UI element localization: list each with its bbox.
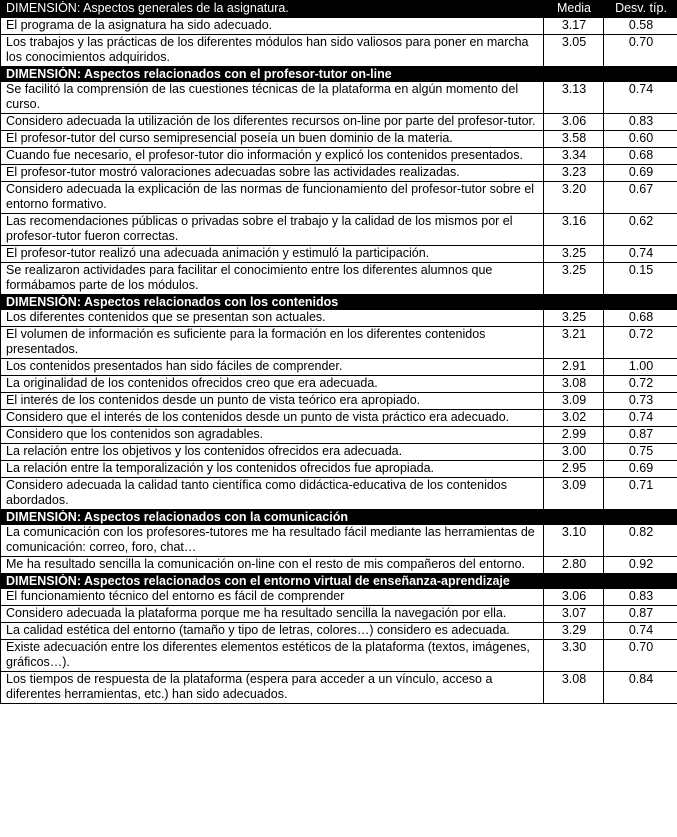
desv-value: 0.87 bbox=[604, 427, 677, 444]
media-value: 3.25 bbox=[544, 263, 604, 295]
table-row bbox=[1, 182, 677, 214]
item-statement: Los diferentes contenidos que se presentan son actuales. bbox=[1, 310, 544, 327]
table-row bbox=[1, 410, 677, 427]
desv-value: 0.92 bbox=[604, 557, 677, 574]
media-value: 3.30 bbox=[544, 640, 604, 672]
item-statement: La comunicación con los profesores-tutores me ha resultado fácil mediante las herramientas de comunicación: correo, foro, chat… bbox=[1, 525, 544, 557]
item-statement: Considero adecuada la calidad tanto científica como didáctica-educativa de los contenidos abordados. bbox=[1, 478, 544, 510]
desv-value: 0.15 bbox=[604, 263, 677, 295]
table-row bbox=[1, 246, 677, 263]
table-row bbox=[1, 640, 677, 672]
item-statement: El profesor-tutor realizó una adecuada animación y estimuló la participación. bbox=[1, 246, 544, 263]
table-row bbox=[1, 18, 677, 35]
dimension-header-row bbox=[1, 67, 677, 82]
media-value: 3.23 bbox=[544, 165, 604, 182]
desv-value: 0.74 bbox=[604, 623, 677, 640]
item-statement: El funcionamiento técnico del entorno es fácil de comprender bbox=[1, 589, 544, 606]
table-row bbox=[1, 606, 677, 623]
media-value: 3.07 bbox=[544, 606, 604, 623]
dimension-header-general: DIMENSIÓN: Aspectos generales de la asignatura. bbox=[1, 1, 544, 18]
item-statement: El interés de los contenidos desde un punto de vista teórico era apropiado. bbox=[1, 393, 544, 410]
table-row bbox=[1, 672, 677, 704]
item-statement: El profesor-tutor del curso semipresencial poseía un buen dominio de la materia. bbox=[1, 131, 544, 148]
dimension-header-row bbox=[1, 510, 677, 525]
desv-value: 0.84 bbox=[604, 672, 677, 704]
desv-value: 0.69 bbox=[604, 461, 677, 478]
media-value: 3.16 bbox=[544, 214, 604, 246]
media-value: 3.06 bbox=[544, 114, 604, 131]
media-value: 3.25 bbox=[544, 246, 604, 263]
table-row bbox=[1, 214, 677, 246]
item-statement: Se facilitó la comprensión de las cuestiones técnicas de la plataforma en algún momento del curso. bbox=[1, 82, 544, 114]
dimension-header-row bbox=[1, 574, 677, 589]
table-row bbox=[1, 114, 677, 131]
table-row bbox=[1, 376, 677, 393]
item-statement: Considero adecuada la plataforma porque me ha resultado sencilla la navegación por ella. bbox=[1, 606, 544, 623]
table-row bbox=[1, 525, 677, 557]
table-row bbox=[1, 82, 677, 114]
desv-value: 0.68 bbox=[604, 310, 677, 327]
table-row bbox=[1, 131, 677, 148]
table-row bbox=[1, 393, 677, 410]
media-value: 3.09 bbox=[544, 478, 604, 510]
item-statement: Existe adecuación entre los diferentes elementos estéticos de la plataforma (textos, imágenes, gráficos…). bbox=[1, 640, 544, 672]
table-row bbox=[1, 557, 677, 574]
dimension-title: DIMENSIÓN: Aspectos relacionados con la comunicación bbox=[1, 510, 677, 525]
media-value: 3.00 bbox=[544, 444, 604, 461]
media-value: 3.08 bbox=[544, 376, 604, 393]
item-statement: La relación entre los objetivos y los contenidos ofrecidos era adecuada. bbox=[1, 444, 544, 461]
desv-value: 0.87 bbox=[604, 606, 677, 623]
item-statement: La originalidad de los contenidos ofrecidos creo que era adecuada. bbox=[1, 376, 544, 393]
desv-value: 0.72 bbox=[604, 327, 677, 359]
table-header-row bbox=[1, 1, 677, 18]
desv-value: 0.75 bbox=[604, 444, 677, 461]
desv-column-header: Desv. típ. bbox=[604, 1, 677, 18]
item-statement: Considero adecuada la explicación de las normas de funcionamiento del profesor-tutor sobre el entorno formativo. bbox=[1, 182, 544, 214]
item-statement: El profesor-tutor mostró valoraciones adecuadas sobre las actividades realizadas. bbox=[1, 165, 544, 182]
table-body bbox=[1, 1, 677, 704]
table-row bbox=[1, 461, 677, 478]
desv-value: 0.72 bbox=[604, 376, 677, 393]
table-row bbox=[1, 589, 677, 606]
media-value: 3.02 bbox=[544, 410, 604, 427]
table-row bbox=[1, 148, 677, 165]
dimension-title: DIMENSIÓN: Aspectos relacionados con el profesor-tutor on-line bbox=[1, 67, 677, 82]
desv-value: 0.70 bbox=[604, 35, 677, 67]
media-value: 3.08 bbox=[544, 672, 604, 704]
media-column-header: Media bbox=[544, 1, 604, 18]
desv-value: 0.74 bbox=[604, 82, 677, 114]
media-value: 3.34 bbox=[544, 148, 604, 165]
media-value: 2.80 bbox=[544, 557, 604, 574]
item-statement: La relación entre la temporalización y los contenidos ofrecidos fue apropiada. bbox=[1, 461, 544, 478]
media-value: 3.29 bbox=[544, 623, 604, 640]
item-statement: La calidad estética del entorno (tamaño y tipo de letras, colores…) considero es adecuada. bbox=[1, 623, 544, 640]
item-statement: Me ha resultado sencilla la comunicación on-line con el resto de mis compañeros del entorno. bbox=[1, 557, 544, 574]
item-statement: Considero que los contenidos son agradables. bbox=[1, 427, 544, 444]
desv-value: 0.58 bbox=[604, 18, 677, 35]
desv-value: 0.82 bbox=[604, 525, 677, 557]
table-row bbox=[1, 427, 677, 444]
desv-value: 0.60 bbox=[604, 131, 677, 148]
media-value: 3.13 bbox=[544, 82, 604, 114]
desv-value: 0.74 bbox=[604, 410, 677, 427]
table-row bbox=[1, 444, 677, 461]
table-row bbox=[1, 35, 677, 67]
item-statement: Los trabajos y las prácticas de los diferentes módulos han sido valiosos para poner en marcha los conocimientos adquiridos. bbox=[1, 35, 544, 67]
item-statement: Cuando fue necesario, el profesor-tutor dio información y explicó los contenidos presentados. bbox=[1, 148, 544, 165]
item-statement: Considero que el interés de los contenidos desde un punto de vista práctico era adecuado. bbox=[1, 410, 544, 427]
desv-value: 0.70 bbox=[604, 640, 677, 672]
table-row bbox=[1, 310, 677, 327]
desv-value: 0.67 bbox=[604, 182, 677, 214]
desv-value: 0.83 bbox=[604, 589, 677, 606]
media-value: 3.20 bbox=[544, 182, 604, 214]
dimension-title: DIMENSIÓN: Aspectos relacionados con el entorno virtual de enseñanza-aprendizaje bbox=[1, 574, 677, 589]
media-value: 3.06 bbox=[544, 589, 604, 606]
item-statement: Los tiempos de respuesta de la plataforma (espera para acceder a un vínculo, acceso a diferentes herramientas, etc.) han sido adecuados. bbox=[1, 672, 544, 704]
media-value: 3.10 bbox=[544, 525, 604, 557]
table-row bbox=[1, 623, 677, 640]
media-value: 3.58 bbox=[544, 131, 604, 148]
dimension-header-row bbox=[1, 295, 677, 310]
media-value: 2.91 bbox=[544, 359, 604, 376]
item-statement: Se realizaron actividades para facilitar el conocimiento entre los diferentes alumnos que formábamos parte de los módulos. bbox=[1, 263, 544, 295]
item-statement: Los contenidos presentados han sido fáciles de comprender. bbox=[1, 359, 544, 376]
desv-value: 0.71 bbox=[604, 478, 677, 510]
table-row bbox=[1, 327, 677, 359]
media-value: 3.21 bbox=[544, 327, 604, 359]
desv-value: 0.62 bbox=[604, 214, 677, 246]
desv-value: 0.69 bbox=[604, 165, 677, 182]
table-row bbox=[1, 263, 677, 295]
media-value: 2.99 bbox=[544, 427, 604, 444]
table-row bbox=[1, 165, 677, 182]
item-statement: Las recomendaciones públicas o privadas sobre el trabajo y la calidad de los mismos por el profesor-tutor fueron correctas. bbox=[1, 214, 544, 246]
media-value: 3.05 bbox=[544, 35, 604, 67]
item-statement: El volumen de información es suficiente para la formación en los diferentes contenidos presentados. bbox=[1, 327, 544, 359]
media-value: 3.17 bbox=[544, 18, 604, 35]
desv-value: 0.68 bbox=[604, 148, 677, 165]
desv-value: 0.74 bbox=[604, 246, 677, 263]
table-row bbox=[1, 359, 677, 376]
media-value: 2.95 bbox=[544, 461, 604, 478]
dimension-title: DIMENSIÓN: Aspectos relacionados con los contenidos bbox=[1, 295, 677, 310]
table-row bbox=[1, 478, 677, 510]
desv-value: 0.73 bbox=[604, 393, 677, 410]
media-value: 3.09 bbox=[544, 393, 604, 410]
item-statement: El programa de la asignatura ha sido adecuado. bbox=[1, 18, 544, 35]
media-value: 3.25 bbox=[544, 310, 604, 327]
desv-value: 0.83 bbox=[604, 114, 677, 131]
item-statement: Considero adecuada la utilización de los diferentes recursos on-line por parte del profesor-tutor. bbox=[1, 114, 544, 131]
desv-value: 1.00 bbox=[604, 359, 677, 376]
